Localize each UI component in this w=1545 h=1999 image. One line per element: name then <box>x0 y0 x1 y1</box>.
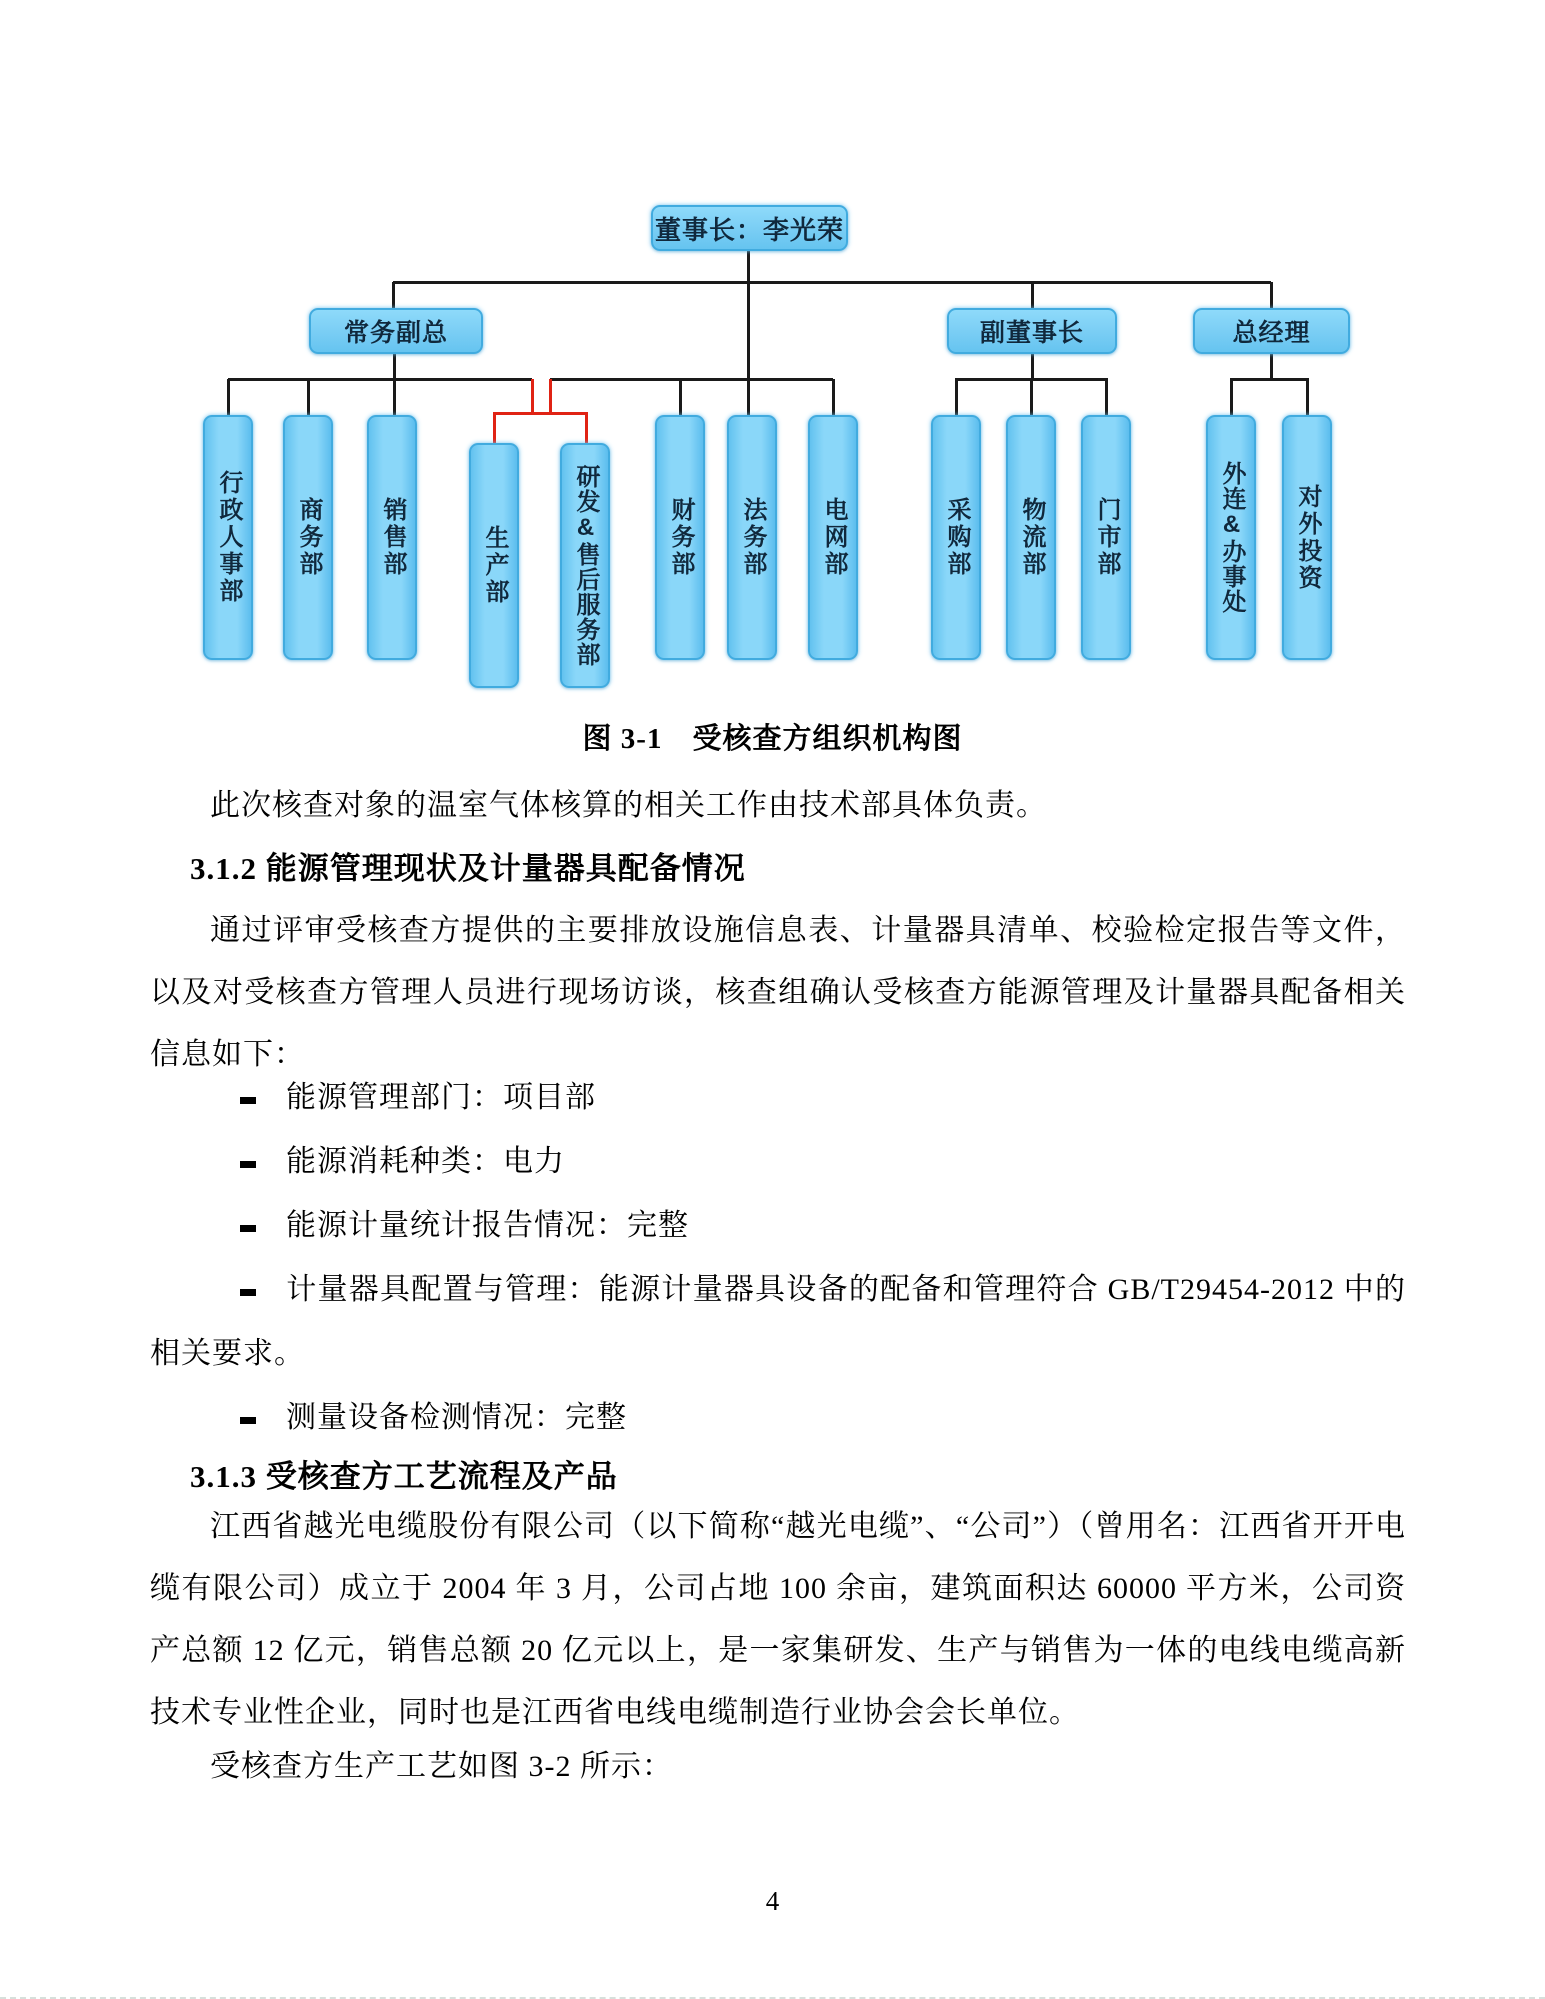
paragraph-3-1-2: 通过评审受核查方提供的主要排放设施信息表、计量器具清单、校验检定报告等文件，以及对受核查方管理人员进行现场访谈，核查组确认受核查方能源管理及计量器具配备相关信息如下： <box>150 914 1406 1071</box>
section-heading-3-1-2: 3.1.2 能源管理现状及计量器具配备情况 <box>190 851 746 886</box>
connector-line <box>1270 282 1273 309</box>
highlight-connector-line <box>531 379 534 415</box>
dept-box-label: 行政人事部 <box>215 470 242 605</box>
dept-box <box>931 415 981 660</box>
org-box-chairman <box>651 205 848 251</box>
section-heading-3-1-3: 3.1.3 受核查方工艺流程及产品 <box>190 1459 618 1494</box>
bullet-dash-icon <box>240 1289 256 1296</box>
dept-box <box>469 443 519 688</box>
dept-box-label: 研发&售后服务部 <box>572 464 599 667</box>
dept-box <box>655 415 705 660</box>
connector-line <box>307 379 310 415</box>
connector-line <box>1031 354 1034 379</box>
list-item-text: 能源管理部门：项目部 <box>286 1081 596 1114</box>
list-item-text: 测量设备检测情况：完整 <box>286 1401 627 1434</box>
org-box-label: 常务副总 <box>343 319 448 347</box>
bullet-list <box>150 1066 1406 1450</box>
bullet-dash-icon <box>240 1417 256 1424</box>
connector-line <box>679 379 682 415</box>
connector-line <box>1031 282 1034 309</box>
dept-box <box>1006 415 1056 660</box>
dept-box <box>727 415 777 660</box>
connector-line <box>747 250 750 415</box>
dept-box-label: 电网部 <box>820 497 847 578</box>
highlight-connector-line <box>493 413 496 444</box>
connector-line <box>832 379 835 415</box>
dept-box <box>1282 415 1332 660</box>
list-item-text: 能源计量统计报告情况：完整 <box>286 1209 689 1242</box>
dept-box <box>203 415 253 660</box>
list-item-text: 能源消耗种类：电力 <box>286 1145 565 1178</box>
dept-box-label: 门市部 <box>1093 497 1120 578</box>
list-item <box>150 1130 1406 1194</box>
connector-line <box>1230 379 1233 415</box>
list-item-text: 计量器具配置与管理：能源计量器具设备的配备和管理符合 GB/T29454-2012 中的相关要求。 <box>150 1273 1406 1370</box>
intro-paragraph: 此次核查对象的温室气体核算的相关工作由技术部具体负责。 <box>210 789 1047 822</box>
org-box-executive-vp <box>309 308 483 354</box>
list-item <box>150 1386 1406 1450</box>
page-number: 4 <box>765 1886 780 1916</box>
figure-caption: 图 3-1 受核查方组织机构图 <box>582 723 963 755</box>
org-box-vice-chairman <box>947 308 1117 354</box>
list-item <box>150 1066 1406 1130</box>
dept-box-label: 对外投资 <box>1294 483 1321 592</box>
dept-box-label: 物流部 <box>1018 497 1045 578</box>
dept-box <box>283 415 333 660</box>
connector-line <box>1030 379 1033 415</box>
dept-box-label: 财务部 <box>667 497 694 578</box>
dept-box <box>560 443 610 688</box>
bullet-dash-icon <box>240 1225 256 1232</box>
org-box-label: 董事长：李光荣 <box>654 214 844 245</box>
org-box-label: 总经理 <box>1232 319 1311 347</box>
connector-line <box>228 378 532 381</box>
list-item <box>150 1194 1406 1258</box>
dept-box-label: 采购部 <box>943 497 970 578</box>
org-chart-figure <box>0 0 1545 700</box>
highlight-connector-line <box>493 412 588 415</box>
connector-line <box>393 354 396 415</box>
org-box-general-manager <box>1193 308 1350 354</box>
dept-box-label: 商务部 <box>295 497 322 578</box>
connector-line <box>227 379 230 415</box>
bullet-dash-icon <box>240 1097 256 1104</box>
dept-box <box>1206 415 1256 660</box>
connector-line <box>1306 379 1309 415</box>
connector-line <box>550 378 833 381</box>
connector-line <box>393 281 1271 284</box>
closing-paragraph: 受核查方生产工艺如图 3-2 所示： <box>210 1750 673 1783</box>
dept-box-label: 外连&办事处 <box>1218 461 1245 614</box>
connector-line <box>955 379 958 415</box>
dept-box <box>367 415 417 660</box>
highlight-connector-line <box>549 379 552 415</box>
highlight-connector-line <box>585 413 588 444</box>
dept-box-label: 生产部 <box>481 525 508 606</box>
connector-line <box>1230 378 1309 381</box>
list-item <box>150 1258 1406 1386</box>
dept-box <box>808 415 858 660</box>
connector-line <box>392 282 395 309</box>
dept-box-label: 销售部 <box>379 497 406 578</box>
dept-box <box>1081 415 1131 660</box>
org-box-label: 副董事长 <box>979 319 1084 347</box>
connector-line <box>1270 354 1273 379</box>
dept-box-label: 法务部 <box>739 497 766 578</box>
connector-line <box>1105 379 1108 415</box>
bullet-dash-icon <box>240 1161 256 1168</box>
paragraph-3-1-3: 江西省越光电缆股份有限公司（以下简称“越光电缆”、“公司”）（曾用名：江西省开开电缆有限公司）成立于 2004 年 3 月，公司占地 100 余亩，建筑面积达 60000 平方米，公司资产总额 12 亿元，销售总额 20 亿元以上，是一家集研发、生产与销售为一体的电线电缆高新技术专业性企业，同时也是江西省电线电缆制造行业协会会长单位。 <box>150 1510 1406 1729</box>
